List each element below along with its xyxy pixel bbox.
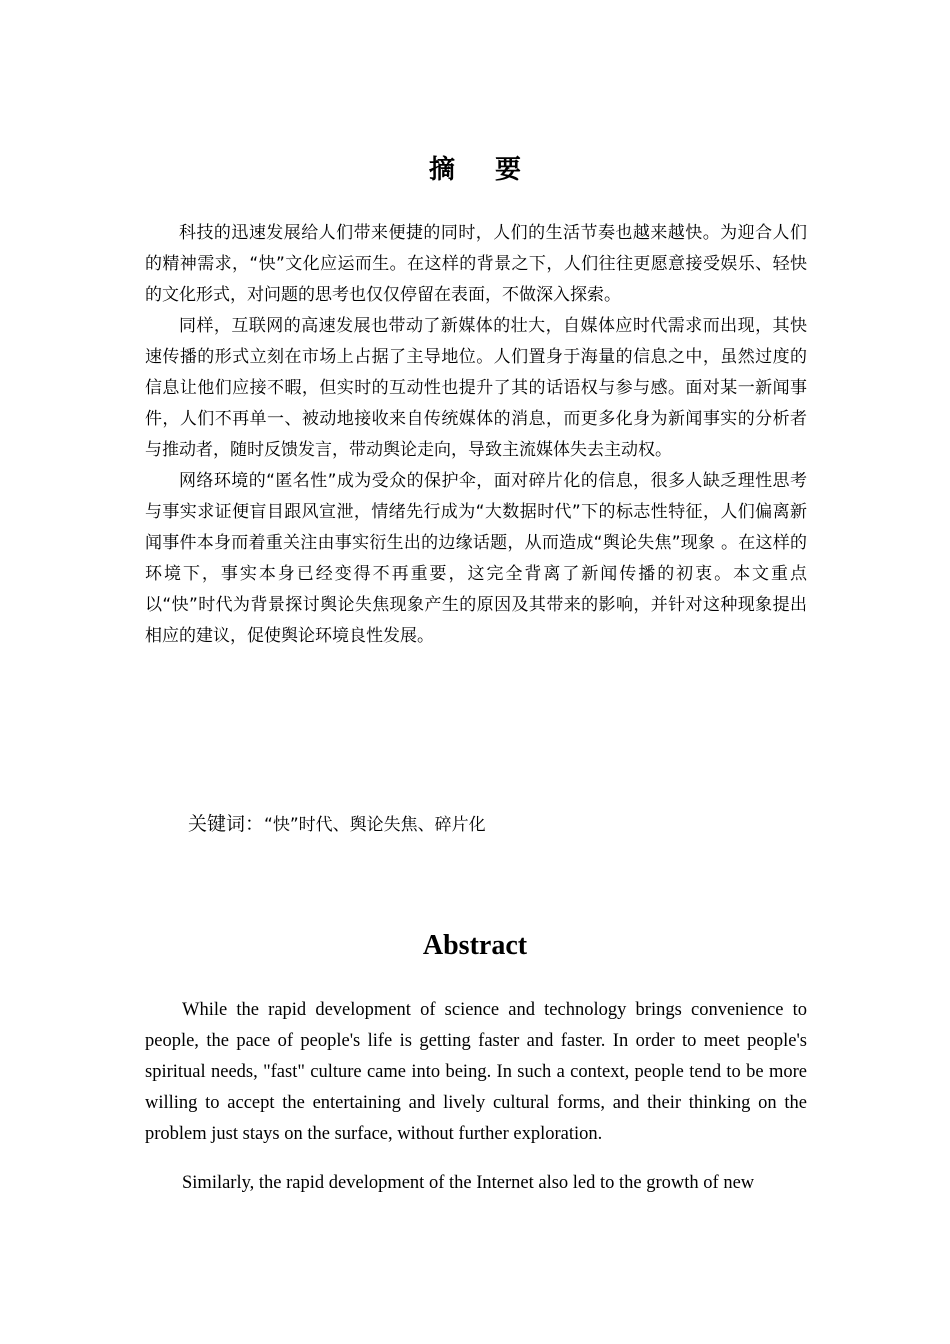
english-abstract-title: Abstract: [422, 930, 528, 961]
chinese-paragraph-1: 科技的迅速发展给人们带来便捷的同时，人们的生活节奏也越来越快。为迎合人们的精神需求，“快”文化应运而生。在这样的背景之下，人们往往更愿意接受娱乐、轻快的文化形式，对问题的思考也仅仅停留在表面，不做深入探索。: [145, 223, 807, 305]
chinese-paragraph-3: 网络环境的“匿名性”成为受众的保护伞，面对碎片化的信息，很多人缺乏理性思考与事实求证便盲目跟风宣泄，情绪先行成为“大数据时代”下的标志性特征，人们偏离新闻事件本身而着重关注由事实衍生出的边缘话题，从而造成“舆论失焦”现象 。在这样的环境下，事实本身已经变得不再重要，这完全背离了新闻传播的初衷。本文重点以“快”时代为背景探讨舆论失焦现象产生的原因及其带来的影响，并针对这种现象提出相应的建议，促使舆论环境良性发展。: [145, 471, 807, 646]
keywords-label: 关键词：: [188, 813, 265, 835]
chinese-abstract-body: [145, 218, 807, 652]
keywords-line: [188, 809, 808, 840]
chinese-paragraph-2: 同样，互联网的高速发展也带动了新媒体的壮大，自媒体应时代需求而出现，其快速传播的形式立刻在市场上占据了主导地位。人们置身于海量的信息之中，虽然过度的信息让他们应接不暇，但实时的互动性也提升了其的话语权与参与感。面对某一新闻事件，人们不再单一、被动地接收来自传统媒体的消息，而更多化身为新闻事实的分析者与推动者，随时反馈发言，带动舆论走向，导致主流媒体失去主动权。: [145, 316, 807, 460]
english-abstract-body: [145, 995, 807, 1217]
english-paragraph-1: While the rapid development of science and technology brings convenience to people, the pace of people's life is getting faster and faster. In order to meet people's spiritual needs, "fast" culture came into being. In such a context, people tend to be more willing to accept the entertaining and lively cultural forms, and their thinking on the problem just stays on the surface, without further exploration.: [145, 1000, 807, 1144]
keywords-list: “快”时代、舆论失焦、碎片化: [264, 815, 486, 835]
chinese-abstract-title: 摘要: [428, 155, 561, 185]
english-paragraph-2: Similarly, the rapid development of the Internet also led to the growth of new: [182, 1173, 755, 1193]
